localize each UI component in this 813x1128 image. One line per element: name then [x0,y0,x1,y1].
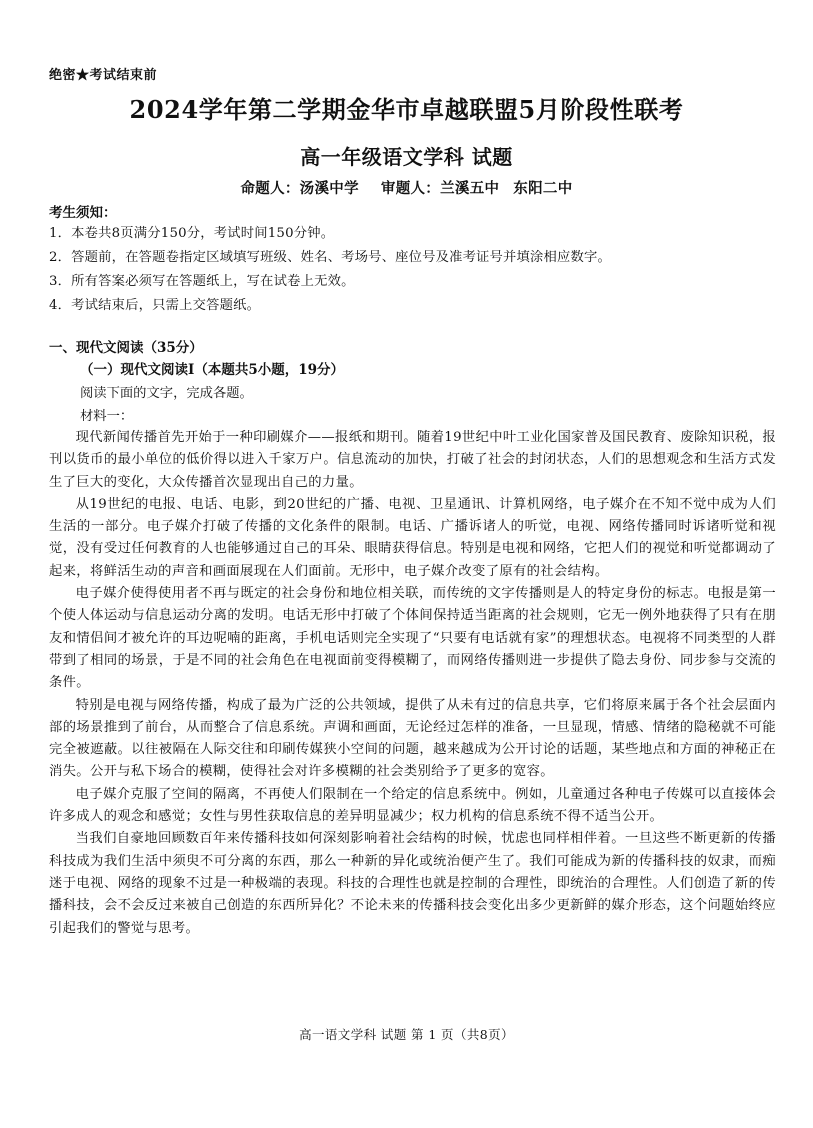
notice-item: 1．本卷共8页满分150分，考试时间150分钟。 [49,226,335,241]
exam-subtitle: 高一年级语文学科 试题 [300,145,513,169]
section-heading: 一、现代文阅读（35分） [49,340,203,356]
passage-paragraph: 当我们自豪地回顾数百年来传播科技如何深刻影响着社会结构的时候，忧虑也同样相伴着。一旦这些不断更新的传播科技成为我们生活中须臾不可分离的东西，那么一种新的异化或统治便产生了。我们可能成为新的传播科技的奴隶，而痴迷于电视、网络的现象不过是一种极端的表现。科技的合理性也就是控制的合理性，即统治的合理性。人们创造了新的传播科技，会不会反过来被自己创造的东西所异化？不论未来的传播科技会变化出多少更新鲜的媒介形态，这个问题始终应引起我们的警觉与思考。 [49,831,776,936]
notice-item: 2．答题前，在答题卷指定区域填写班级、姓名、考场号、座位号及准考证号并填涂相应数字。 [49,250,612,265]
confidential-label: 绝密★考试结束前 [49,68,158,83]
notice-item: 3．所有答案必须写在答题纸上，写在试卷上无效。 [49,274,355,289]
subsection-heading: （一）现代文阅读Ⅰ（本题共5小题，19分） [80,362,344,378]
passage-paragraph: 从19世纪的电报、电话、电影，到20世纪的广播、电视、卫星通讯、计算机网络，电子媒介在不知不觉中成为人们生活的一部分。电子媒介打破了传播的文化条件的限制。电话、广播诉诸人的听觉，电视、网络传播同时诉诸听觉和视觉，没有受过任何教育的人也能够通过自己的耳朵、眼睛获得信息。特别是电视和网络，它把人们的视觉和听觉都调动了起来，将鲜活生动的声音和画面展现在人们面前。无形中，电子媒介改变了原有的社会结构。 [49,496,776,579]
page-footer: 高一语文学科 试题 第 1 页（共8页） [299,1027,514,1042]
passage [49,427,776,940]
authors-line [0,177,813,198]
material-label: 材料一： [80,409,134,424]
reading-instruction: 阅读下面的文字，完成各题。 [80,386,253,401]
passage-paragraph: 现代新闻传播首先开始于一种印刷媒介——报纸和期刊。随着19世纪中叶工业化国家普及国民教育、废除知识税，报刊以货币的最小单位的低价得以进入千家万户。信息流动的加快，打破了社会的封闭状态，人们的思想观念和生活方式发生了巨大的变化，大众传播首次显现出自己的力量。 [49,430,776,490]
passage-paragraph: 电子媒介使得使用者不再与既定的社会身份和地位相关联，而传统的文字传播则是人的特定身份的标志。电报是第一个使人体运动与信息运动分离的发明。电话无形中打破了个体间保持适当距离的社会规则，它无一例外地获得了只有在朋友和情侣间才被允许的耳边呢喃的距离，手机电话则完全实现了“只要有电话就有家”的理想状态。电视将不同类型的人群带到了相同的场景，于是不同的社会角色在电视面前变得模糊了，而网络传播则进一步提供了隐去身份、同步参与交流的条件。 [49,586,776,691]
notice-heading: 考生须知： [49,205,117,221]
notice-item: 4．考试结束后，只需上交答题纸。 [49,298,261,313]
exam-title: 2024学年第二学期金华市卓越联盟5月阶段性联考 [129,95,684,124]
passage-paragraph: 特别是电视与网络传播，构成了最为广泛的公共领域，提供了从未有过的信息共享，它们将原来属于各个社会层面内部的场景推到了前台，从而整合了信息系统。声调和画面，无论经过怎样的准备，一旦显现，情感、情绪的隐秘就不可能完全被遮蔽。以往被隔在人际交往和印刷传媒狭小空间的问题，越来越成为公开讨论的话题，某些地点和方面的神秘正在消失。公开与私下场合的模糊，使得社会对许多模糊的社会类别给予了更多的宽容。 [49,697,776,780]
author-label: 命题人：汤溪中学 [240,180,359,197]
notice-list [49,222,611,318]
reviewer-label: 审题人：兰溪五中 [380,180,500,197]
passage-paragraph: 电子媒介克服了空间的隔离，不再使人们限制在一个给定的信息系统中。例如，儿童通过各种电子传媒可以直接体会许多成人的观念和感觉；女性与男性获取信息的差异明显减少；权力机构的信息系统不得不适当公开。 [49,786,776,825]
reviewer-2: 东阳二中 [513,180,573,197]
